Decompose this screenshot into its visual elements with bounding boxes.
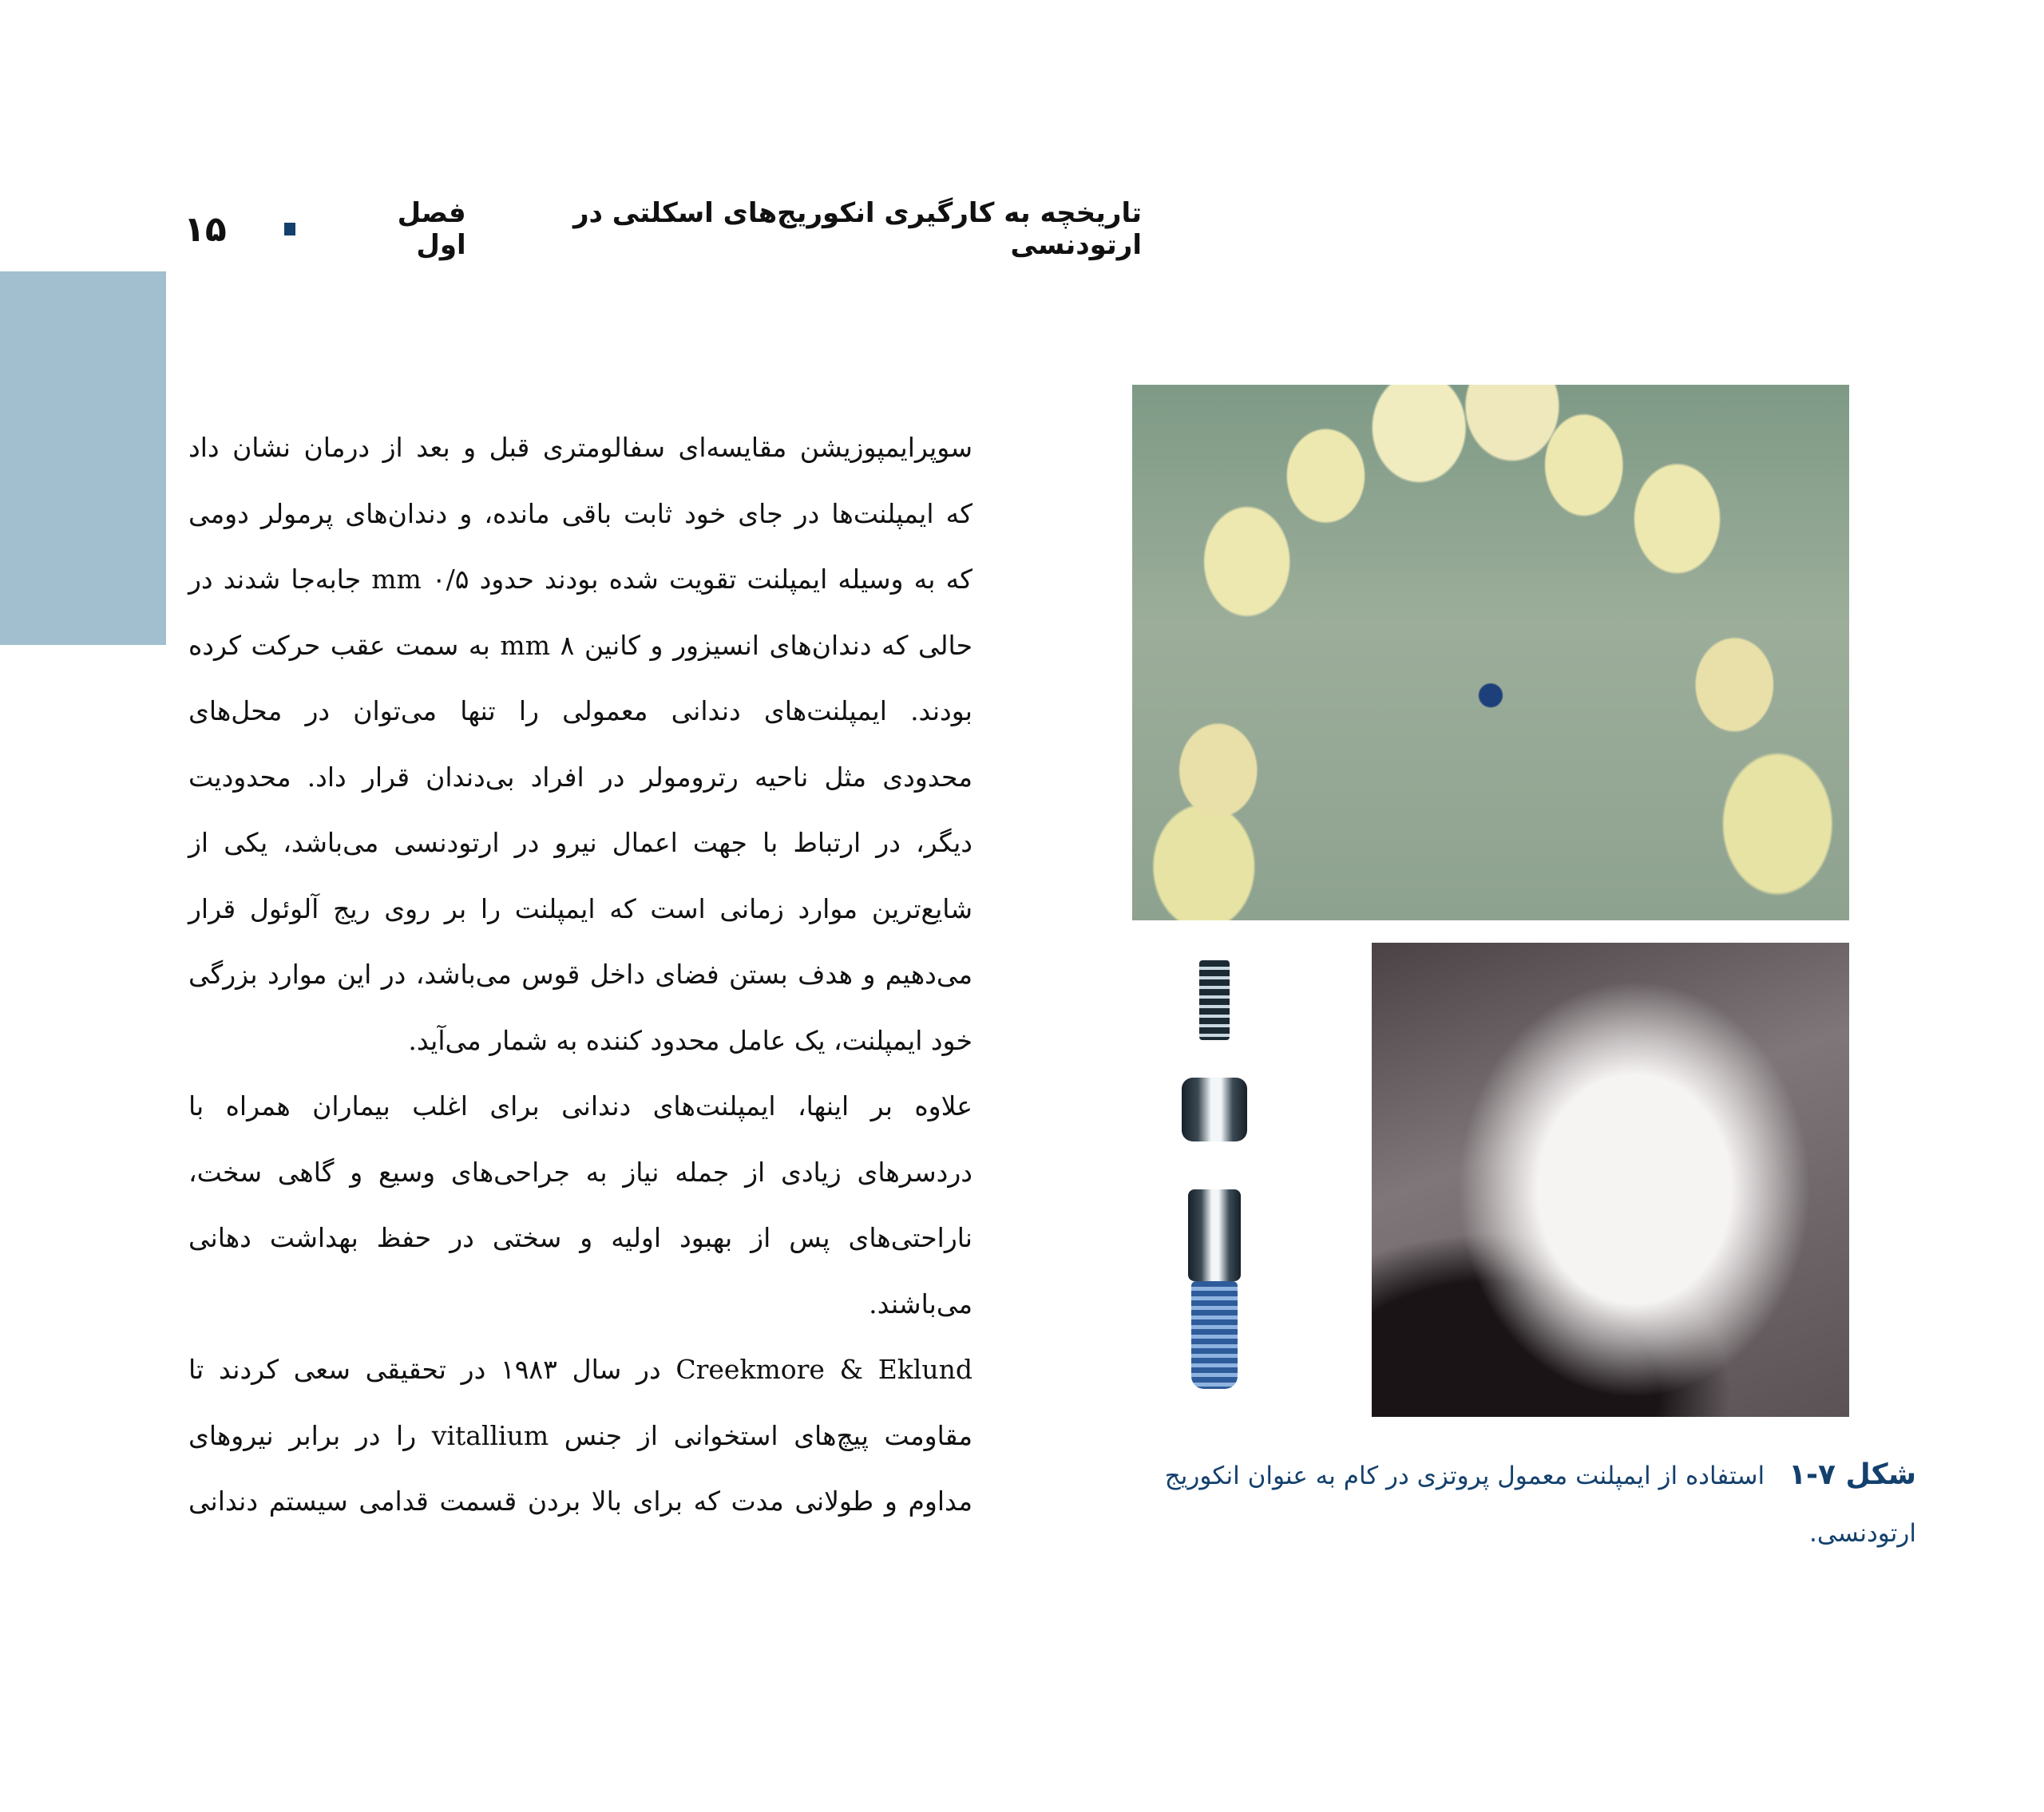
text-line: حالی که دندان‌های انسیزور و کانین ۸ mm به سمت عقب حرکت کرده (188, 629, 973, 661)
xray-image (1372, 943, 1849, 1417)
paragraph-1 (188, 415, 1011, 1074)
implant-screw-part (1199, 960, 1230, 1040)
implant-cap-part (1182, 1078, 1247, 1141)
text-line: که به وسیله ایمپلنت تقویت شده بودند حدود ۰/۵ mm جابه‌جا شدند در (188, 564, 972, 595)
text-line: می‌باشند. (869, 1288, 972, 1319)
text-line: Creekmore & Eklund در سال ۱۹۸۳ در تحقیقی سعی کردند تا (188, 1354, 972, 1385)
implant-components-image (1174, 954, 1254, 1393)
text-line: ناراحتی‌های پس از بهبود اولیه و سختی در حفظ بهداشت دهانی (188, 1222, 972, 1253)
page-number: ۱۵ (184, 208, 227, 250)
paragraph-2 (188, 1074, 1011, 1337)
header-square-icon (284, 223, 295, 235)
text-line: سوپرایمپوزیشن مقایسه‌ای سفالومتری قبل و بعد از درمان نشان داد (188, 432, 972, 463)
text-line: خود ایمپلنت، یک عامل محدود کننده به شمار می‌آید. (408, 1024, 972, 1056)
text-line: مداوم و طولانی مدت که برای بالا بردن قسمت قدامی سیستم دندانی (188, 1486, 972, 1517)
text-line: محدودی مثل ناحیه رترومولر در افراد بی‌دندان قرار داد. محدودیت (188, 761, 972, 793)
text-line: بودند. ایمپلنت‌های دندانی معمولی را تنها می‌توان در محل‌های (188, 695, 972, 726)
palate-photo-image (1132, 385, 1849, 920)
implant-abutment-part (1188, 1189, 1241, 1281)
header-title: تاریخچه به کارگیری انکوریج‌های اسکلتی در ارتودنسی (572, 197, 1142, 261)
text-line: علاوه بر اینها، ایمپلنت‌های دندانی برای اغلب بیماران همراه با (188, 1090, 972, 1122)
header-chapter: فصل اول (397, 197, 466, 261)
figure-label: شکل ۷-۱ (1788, 1458, 1916, 1491)
chapter-side-tab (0, 271, 166, 645)
figure-caption (1086, 1446, 1916, 1562)
running-header (184, 197, 1142, 261)
paragraph-3 (188, 1337, 1011, 1535)
text-line: که ایمپلنت‌ها در جای خود ثابت باقی مانده، و دندان‌های پرمولر دومی (188, 497, 972, 529)
text-line: می‌دهیم و هدف بستن فضای داخل قوس می‌باشد، در این موارد بزرگی (188, 959, 972, 990)
text-line: مقاومت پیچ‌های استخوانی از جنس vitallium را در برابر نیروهای (188, 1419, 972, 1451)
text-line: دیگر، در ارتباط با جهت اعمال نیرو در ارتودنسی می‌باشد، یکی از (188, 827, 972, 858)
caption-text: استفاده از ایمپلنت معمول پروتزی در کام به عنوان انکوریج ارتودنسی. (1164, 1462, 1916, 1548)
implant-thread-part (1191, 1281, 1238, 1389)
body-text (188, 415, 1011, 1535)
text-line: شایع‌ترین موارد زمانی است که ایمپلنت را بر روی ریج آلوئول قرار (188, 892, 972, 924)
text-line: دردسرهای زیادی از جمله نیاز به جراحی‌های وسیع و گاهی سخت، (188, 1156, 972, 1188)
